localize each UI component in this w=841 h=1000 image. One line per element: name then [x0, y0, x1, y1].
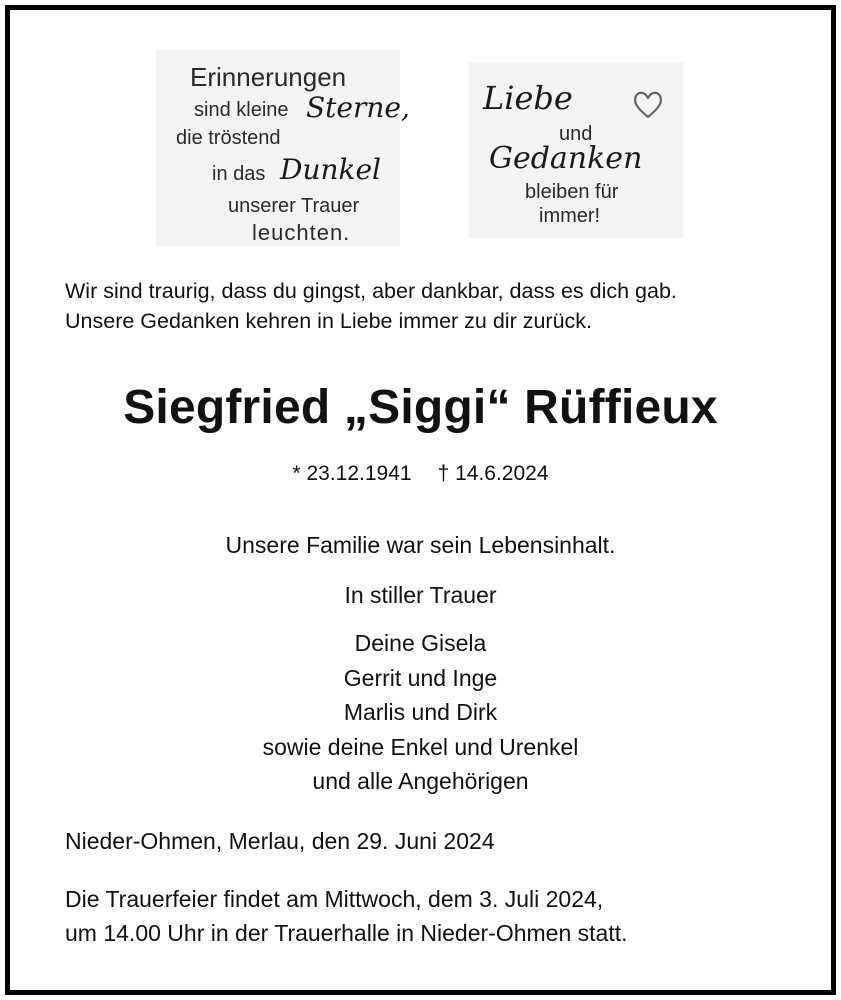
place-and-date: Nieder-Ohmen, Merlau, den 29. Juni 2024 — [65, 828, 495, 854]
image-text-line: Erinnerungen — [190, 62, 347, 92]
mourners-list — [10, 626, 831, 799]
quote-image-left — [156, 50, 410, 246]
deceased-name: Siegfried „Siggi“ Rüffieux — [123, 381, 718, 434]
image-text-line: bleiben für — [525, 181, 619, 203]
service-line: um 14.00 Uhr in der Trauerhalle in Nieder-Ohmen statt. — [65, 920, 628, 946]
quote-line: Wir sind traurig, dass du gingst, aber dankbar, dass es dich gab. — [65, 279, 677, 303]
obituary-notice — [5, 5, 836, 995]
image-text-line: immer! — [539, 205, 601, 227]
mourner-line: Gerrit und Inge — [343, 664, 498, 691]
heart-outline-icon — [631, 90, 665, 120]
image-text-line: Sterne, — [306, 91, 410, 124]
mourning-heading: In stiller Trauer — [344, 582, 497, 608]
image-text-line: und — [559, 123, 593, 145]
birth-date: * 23.12.1941 — [292, 462, 412, 485]
mourner-line: und alle Angehörigen — [312, 768, 529, 794]
image-text-line: Gedanken — [489, 141, 643, 176]
image-text-line: unserer Trauer — [228, 195, 360, 217]
death-date: † 14.6.2024 — [437, 462, 549, 485]
image-text-line: die tröstend — [176, 127, 281, 149]
image-text-line: Dunkel — [280, 153, 382, 186]
image-text-line: in das — [212, 163, 266, 185]
mourner-line: sowie deine Enkel und Urenkel — [262, 733, 579, 760]
image-text-line: leuchten. — [252, 220, 351, 245]
life-dates — [10, 462, 831, 486]
mourner-line: Marlis und Dirk — [343, 699, 498, 725]
mourner-line: Deine Gisela — [354, 630, 487, 656]
motto: Unsere Familie war sein Lebensinhalt. — [225, 532, 616, 558]
service-info — [65, 882, 628, 950]
quote-line: Unsere Gedanken kehren in Liebe immer zu dir zurück. — [65, 309, 593, 333]
image-text-line: Liebe — [483, 79, 573, 117]
image-text-line: sind kleine — [194, 99, 289, 121]
service-line: Die Trauerfeier findet am Mittwoch, dem 3. Juli 2024, — [65, 886, 604, 912]
opening-quote — [65, 276, 677, 336]
quote-image-right — [469, 62, 683, 238]
